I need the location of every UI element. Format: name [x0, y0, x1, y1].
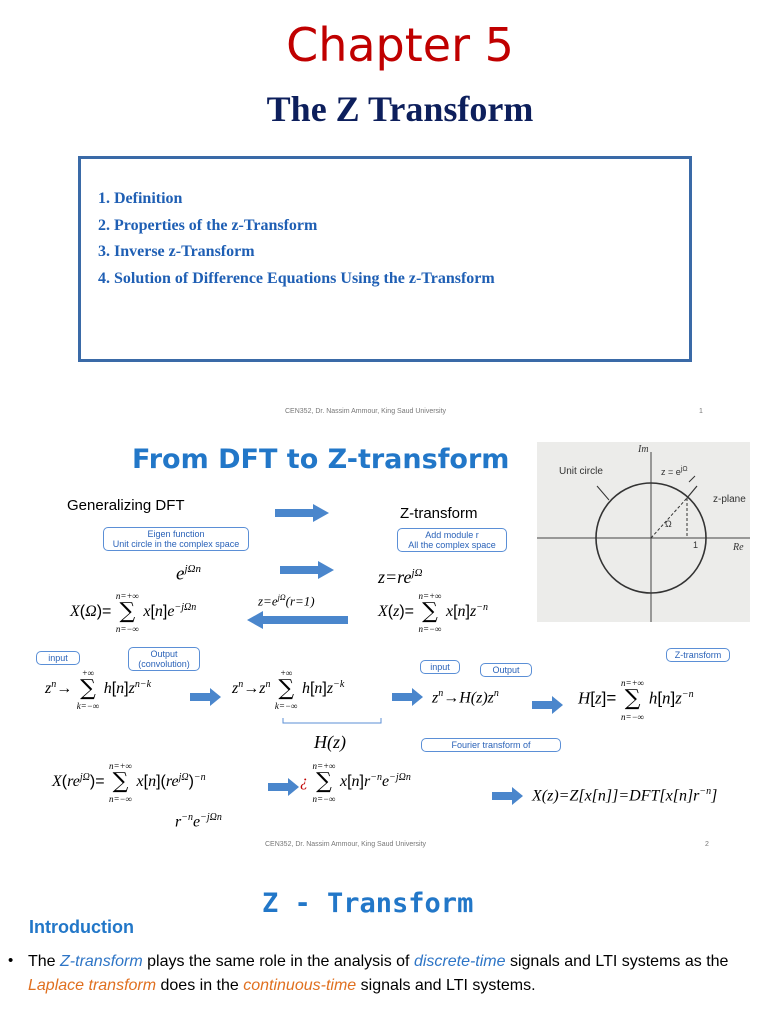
z-transform-label: Z-transform: [400, 505, 478, 522]
eq-ztransform: X(z)= n=+∞ ∑ n=−∞ $x[n]z^{-n}$: [378, 591, 488, 634]
slide-1-footer: CEN352, Dr. Nassim Ammour, King Saud University: [285, 408, 447, 415]
eq-eigen: $e^{j\Omega n}$: [176, 563, 201, 585]
arrow-left-3: [247, 610, 349, 630]
eq-dtft: X(Ω)= n=+∞ ∑ n=−∞ $x[n]e^{-j\Omega n}$: [70, 591, 197, 634]
bullet-text-part: does in the: [156, 977, 244, 994]
callout-add-module: Add module r All the complex space: [397, 528, 507, 552]
callout-input-1: input: [36, 651, 80, 665]
arrow-right-2: [280, 560, 335, 580]
eq-convolution-factored: $z^n\to z^n$ +∞ ∑ k=−∞ $h[n]z^{-k}$: [232, 668, 345, 711]
bullet-text-part: discrete-time: [413, 953, 506, 970]
eq-sum-expanded: ¿ n=+∞ ∑ n=−∞ $x[n]r^{-n}e^{-j\Omega n}$: [300, 761, 411, 804]
chapter-subtitle: The Z Transform: [266, 89, 534, 129]
z-equals-label: $z = e^{j\Omega}$: [661, 466, 688, 477]
arrow-right-4: [190, 688, 222, 706]
bullet-marker: •: [8, 952, 14, 969]
z-plane-figure: [537, 442, 750, 622]
toc-item: 4. Solution of Difference Equations Using the z-Transform: [98, 269, 495, 287]
axis-label-im: Im: [638, 444, 649, 455]
bullet-text-part: continuous-time: [243, 977, 357, 994]
arrow-right-8: [492, 787, 524, 805]
z-plane-label: z-plane: [713, 494, 746, 505]
slide-1: [0, 0, 768, 430]
callout-z-transform: Z-transform: [666, 648, 730, 662]
slide-2-footer: CEN352, Dr. Nassim Ammour, King Saud University: [265, 841, 427, 848]
eq-substitution: $z=e^{j\Omega}(r=1)$: [258, 593, 315, 609]
partial-next-bullet: [28, 1010, 728, 1024]
callout-input-2: input: [420, 660, 460, 674]
callout-eigen-function: Eigen function Unit circle in the complex space: [103, 527, 249, 551]
one-label: 1: [693, 540, 699, 550]
eq-final-dft: $X(z)=Z[x[n]]=DFT[x[n]r^{-n}]$: [532, 786, 718, 805]
arrow-right-6: [532, 696, 564, 714]
toc-box: [78, 156, 692, 362]
slide-1-page-number: 1: [699, 408, 703, 415]
bullet-text-part: plays the same role in the analysis of: [142, 953, 414, 970]
eq-x-re: $X(re^{j\Omega})= n=+\infty$ ∑ n=−∞ $x[n](re^{j\Omega})^{-n}$: [52, 761, 206, 804]
eq-transfer-function: H[z]= n=+∞ ∑ n=−∞ $h[n]z^{-n}$: [578, 678, 694, 722]
bracket-hz: [282, 718, 382, 728]
eq-h-of-z: H(z): [314, 732, 346, 752]
unit-circle-label: Unit circle: [559, 466, 603, 477]
eq-r-e-term: $r^{-n}e^{-j\Omega n}$: [175, 812, 222, 831]
arrow-right-5: [392, 688, 424, 706]
slide-2-page-number: 2: [705, 841, 709, 848]
toc-item: 3. Inverse z-Transform: [98, 243, 255, 260]
eq-system-output: $z^n\to H(z)z^n$: [432, 688, 499, 707]
axis-label-re: Re: [733, 542, 744, 553]
slide-3: [0, 860, 768, 1024]
callout-output-convolution: Output (convolution): [128, 647, 200, 671]
bullet-text-part: signals and LTI systems as the: [505, 953, 729, 970]
slide-3-title: Z - Transform: [262, 888, 474, 919]
callout-output-2: Output: [480, 663, 532, 677]
callout-fourier-transform: Fourier transform of: [421, 738, 561, 752]
toc-item: 1. Definition: [98, 190, 183, 207]
eq-convolution-input: $z^n\to$ +∞ ∑ k=−∞ $h[n]z^{n-k}$: [45, 668, 152, 711]
bullet-text: [28, 950, 748, 998]
chapter-title: Chapter 5: [286, 18, 514, 72]
eq-z-def: $z=re^{j\Omega}$: [378, 567, 423, 587]
section-heading-introduction: Introduction: [29, 917, 134, 937]
slide-2-title: From DFT to Z-transform: [132, 444, 510, 475]
bullet-text-part: Laplace transform: [28, 977, 157, 994]
generalizing-dft-label: Generalizing DFT: [67, 497, 185, 514]
toc-list: [98, 186, 495, 292]
arrow-right-7: [268, 778, 300, 796]
bullet-text-part: signals and LTI systems.: [356, 977, 536, 994]
omega-label: Ω: [665, 519, 672, 529]
bullet-text-part: Z-transform: [60, 953, 143, 970]
toc-item: 2. Properties of the z-Transform: [98, 216, 318, 234]
slide-2: [0, 430, 768, 860]
arrow-right-1: [275, 503, 330, 523]
bullet-text-part: The: [28, 953, 61, 970]
